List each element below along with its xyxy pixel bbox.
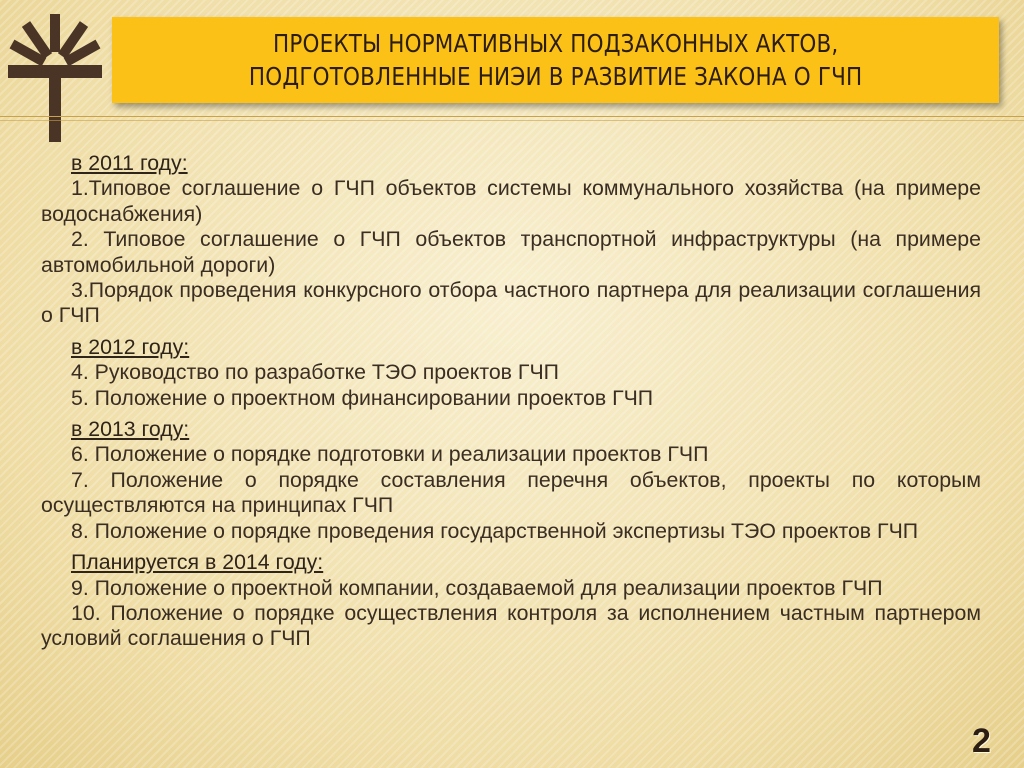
item-number: 7.	[71, 467, 89, 492]
list-item	[41, 386, 981, 411]
item-text: Положение о порядке составления перечня объектов, проекты по которым осуществляются на принципах ГЧП	[41, 467, 981, 518]
list-item	[41, 468, 981, 519]
section-heading-2014: Планируется в 2014 году:	[71, 550, 324, 575]
item-number: 4.	[71, 360, 89, 385]
item-text: Положение о проектной компании, создаваемой для реализации проектов ГЧП	[88, 575, 883, 600]
item-number: 6.	[71, 442, 89, 467]
item-text: Типовое соглашение о ГЧП объектов системы коммунального хозяйства (на примере водоснабжения)	[41, 176, 981, 226]
item-text: Положение о проектном финансировании проектов ГЧП	[88, 385, 654, 410]
title-line-1: ПРОЕКТЫ НОРМАТИВНЫХ ПОДЗАКОННЫХ АКТОВ,	[272, 29, 839, 58]
item-number: 5.	[71, 385, 89, 410]
item-text: Порядок проведения конкурсного отбора частного партнера для реализации соглашения о ГЧП	[41, 278, 981, 328]
section-heading-2012: в 2012 году:	[71, 334, 190, 359]
list-item	[41, 576, 981, 601]
list-item	[41, 601, 981, 652]
item-number: 9.	[71, 575, 89, 600]
item-text: Типовое соглашение о ГЧП объектов транспортной инфраструктуры (на примере автомобильной дороги)	[41, 227, 981, 277]
title-banner	[112, 17, 999, 103]
divider-line	[0, 116, 1024, 117]
list-item	[41, 176, 981, 227]
item-number: 1.	[71, 176, 89, 201]
item-text: Положение о порядке подготовки и реализации проектов ГЧП	[88, 442, 709, 467]
list-item	[41, 278, 981, 329]
page-number: 2	[972, 722, 991, 760]
item-text: Положение о порядке осуществления контроля за исполнением частным партнером условий соглашения о ГЧП	[41, 600, 981, 651]
item-text: Руководство по разработке ТЭО проектов ГЧП	[88, 360, 559, 385]
item-text: Положение о порядке проведения государственной экспертизы ТЭО проектов ГЧП	[88, 518, 919, 543]
item-number: 8.	[71, 518, 89, 543]
list-item	[41, 519, 981, 544]
section-heading-2013: в 2013 году:	[71, 417, 190, 442]
list-item	[41, 227, 981, 278]
divider-line-2	[0, 120, 1024, 121]
list-item	[41, 360, 981, 385]
projects-list	[41, 151, 981, 652]
title-line-2: ПОДГОТОВЛЕННЫЕ НИЭИ В РАЗВИТИЕ ЗАКОНА О ГЧП	[248, 62, 863, 91]
organization-logo	[6, 10, 104, 142]
section-heading-2011: в 2011 году:	[71, 151, 188, 175]
item-number: 10.	[71, 600, 101, 625]
list-item	[41, 442, 981, 467]
item-number: 3.	[71, 278, 89, 303]
item-number: 2.	[71, 227, 89, 252]
